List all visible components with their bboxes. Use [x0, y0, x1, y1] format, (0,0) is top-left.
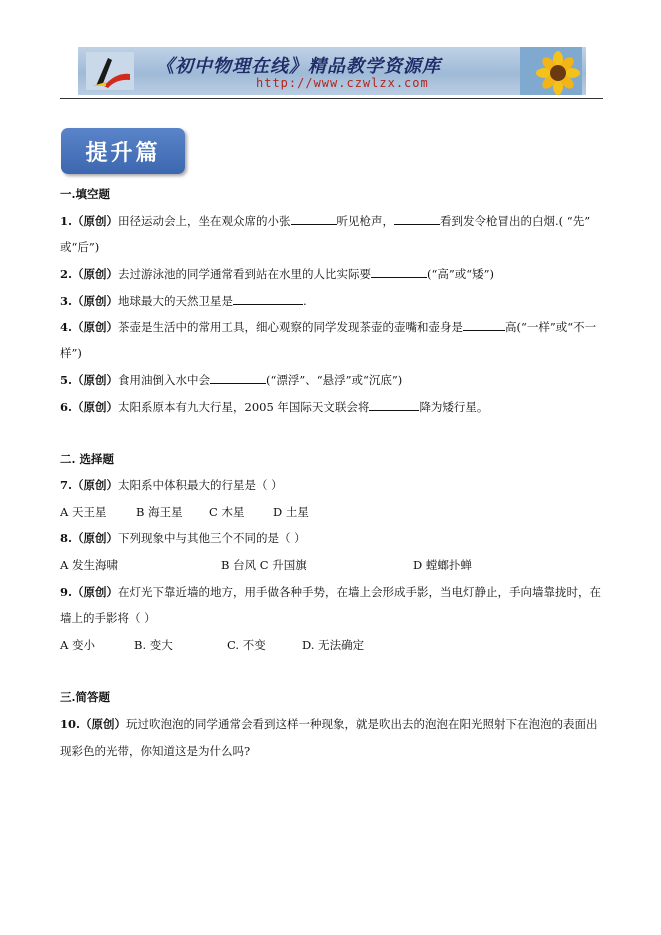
- question-10: 10.（原创）玩过吹泡泡的同学通常会看到这样一种现象，就是吹出去的泡泡在阳光照射下在泡泡的表面出: [60, 717, 598, 731]
- question-2: 2.（原创）去过游泳池的同学通常看到站在水里的人比实际要 (“高”或“矮”): [60, 267, 495, 281]
- header-banner: [78, 47, 586, 95]
- question-8: 8.（原创）下列现象中与其他三个不同的是（ ）: [60, 531, 306, 545]
- answer-blank[interactable]: [291, 213, 337, 225]
- answer-blank[interactable]: [394, 213, 440, 225]
- option-c[interactable]: C. 不变: [227, 638, 266, 652]
- option-d[interactable]: D 土星: [273, 505, 309, 519]
- option-a[interactable]: A 发生海啸: [60, 558, 118, 572]
- question-3: 3.（原创）地球最大的天然卫星是 .: [60, 294, 307, 308]
- section-heading-fill: 一.填空题: [60, 187, 111, 201]
- answer-blank[interactable]: [210, 372, 266, 384]
- question-1: 1.（原创）田径运动会上，坐在观众席的小张 听见枪声， 看到发令枪冒出的白烟.( “先”: [60, 214, 591, 228]
- option-b-c[interactable]: B 台风 C 升国旗: [221, 558, 307, 572]
- option-a[interactable]: A 天王星: [60, 505, 107, 519]
- section-heading-short: 三.简答题: [60, 690, 111, 704]
- answer-blank[interactable]: [233, 293, 303, 305]
- option-b[interactable]: B. 变大: [134, 638, 173, 652]
- section-heading-choice: 二. 选择题: [60, 452, 115, 466]
- option-d[interactable]: D 螳螂扑蝉: [413, 558, 472, 572]
- question-9-cont: 墙上的手影将（ ）: [60, 611, 156, 625]
- question-6: 6.（原创）太阳系原本有九大行星，2005 年国际天文联会将 降为矮行星。: [60, 400, 489, 414]
- sunflower-icon: [520, 47, 582, 95]
- answer-blank[interactable]: [463, 319, 505, 331]
- logo-icon: [86, 52, 134, 90]
- question-4-cont: 样”): [60, 346, 82, 360]
- question-10-cont: 现彩色的光带，你知道这是为什么吗?: [60, 744, 251, 758]
- option-b[interactable]: B 海王星: [136, 505, 183, 519]
- answer-blank[interactable]: [369, 399, 419, 411]
- answer-blank[interactable]: [371, 266, 427, 278]
- option-a[interactable]: A 变小: [60, 638, 95, 652]
- option-c[interactable]: C 木星: [209, 505, 245, 519]
- question-5: 5.（原创）食用油倒入水中会 (“漂浮”、“悬浮”或“沉底”): [60, 373, 403, 387]
- question-9: 9.（原创）在灯光下靠近墙的地方，用手做各种手势，在墙上会形成手影，当电灯静止，手向墙靠拢时，在: [60, 585, 602, 599]
- question-4: 4.（原创）茶壶是生活中的常用工具，细心观察的同学发现茶壶的壶嘴和壶身是 高(“一样”或“不一: [60, 320, 597, 334]
- header-divider: [60, 98, 603, 99]
- banner-url[interactable]: http://www.czwlzx.com: [256, 76, 429, 90]
- question-1-cont: 或“后”): [60, 240, 100, 254]
- option-d[interactable]: D. 无法确定: [302, 638, 365, 652]
- section-tab-label: 提升篇: [85, 141, 161, 166]
- section-tab: [61, 128, 185, 174]
- banner-title: 《初中物理在线》精品教学资源库: [156, 56, 441, 77]
- question-7: 7.（原创）太阳系中体积最大的行星是（ ）: [60, 478, 283, 492]
